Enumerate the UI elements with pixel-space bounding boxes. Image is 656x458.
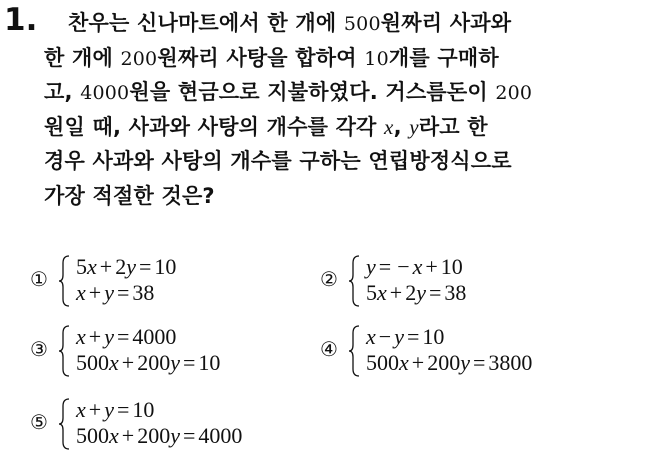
math-operator: −	[378, 324, 392, 349]
equation-2	[76, 350, 220, 376]
equation-1	[366, 254, 463, 280]
math-number: 3800	[488, 350, 533, 375]
left-brace-icon	[348, 255, 360, 307]
math-operator: +	[88, 397, 102, 422]
math-variable: y	[394, 324, 404, 349]
math-variable: x	[76, 280, 86, 305]
math-operator: =	[138, 254, 152, 279]
choice-2[interactable]	[318, 254, 598, 308]
math-operator: =	[182, 350, 196, 375]
math-number: 4000	[198, 423, 243, 448]
question-line: 원일 때, 사과와 사탕의 개수를 각각 x, y라고 한	[44, 114, 488, 139]
math-operator: +	[411, 350, 425, 375]
math-variable: x	[399, 350, 409, 375]
equation-2	[366, 350, 532, 376]
equation-2	[76, 423, 242, 449]
math-operator: =	[182, 423, 196, 448]
number-text: 200	[120, 47, 158, 70]
math-variable: x	[412, 254, 423, 279]
math-operator: +	[389, 280, 403, 305]
question-text	[44, 6, 644, 213]
question-line: 가장 적절한 것은?	[44, 183, 215, 208]
math-number: 4000	[132, 324, 177, 349]
math-variable: y	[416, 280, 426, 305]
math-variable: x	[76, 397, 86, 422]
math-variable: x	[384, 114, 394, 139]
math-number: 200	[137, 350, 171, 375]
math-number: 10	[154, 254, 177, 279]
question-line: 한 개에 200원짜리 사탕을 합하여 10개를 구매하	[44, 45, 499, 70]
math-operator: =	[116, 324, 130, 349]
choice-5[interactable]	[28, 397, 328, 451]
number-text: 4000	[80, 82, 130, 104]
math-operator: −	[397, 254, 410, 279]
question-line: 고, 4000원을 현금으로 지불하였다. 거스름돈이 200	[44, 80, 533, 104]
math-number: 38	[444, 280, 467, 305]
equation-2	[366, 280, 466, 306]
left-brace-icon	[348, 325, 360, 377]
math-number: 500	[76, 423, 109, 448]
math-number: 2	[405, 280, 417, 305]
math-variable: x	[377, 280, 387, 305]
math-variable: x	[109, 350, 119, 375]
left-brace-icon	[58, 255, 70, 307]
choice-number: ④	[320, 337, 338, 361]
choice-number: ③	[30, 337, 48, 361]
math-operator: +	[425, 254, 438, 279]
number-text: 10	[364, 47, 389, 70]
math-operator: =	[472, 350, 486, 375]
math-number: 38	[132, 280, 155, 305]
math-variable: x	[87, 254, 97, 279]
math-number: 5	[76, 254, 87, 279]
math-operator: +	[88, 324, 102, 349]
math-operator: =	[428, 280, 442, 305]
math-number: 500	[76, 350, 109, 375]
math-number: 10	[422, 324, 445, 349]
question-line: 찬우는 신나마트에서 한 개에 500원짜리 사과와	[68, 11, 512, 35]
number-text: 500	[343, 13, 381, 35]
choice-number: ①	[30, 267, 48, 291]
math-number: 10	[132, 397, 155, 422]
choice-number: ②	[320, 267, 338, 291]
math-variable: y	[170, 423, 180, 448]
math-variable: y	[460, 350, 470, 375]
math-variable: y	[104, 397, 114, 422]
choice-3[interactable]	[28, 324, 308, 378]
math-operator: =	[406, 324, 420, 349]
math-number: 10	[440, 254, 463, 279]
math-variable: x	[366, 324, 376, 349]
math-variable: y	[366, 254, 376, 279]
math-variable: y	[409, 114, 419, 139]
math-operator: +	[121, 423, 135, 448]
choice-1[interactable]	[28, 254, 298, 308]
left-brace-icon	[58, 398, 70, 450]
equation-1	[76, 324, 176, 350]
math-number: 200	[137, 423, 171, 448]
equation-1	[76, 397, 154, 423]
math-operator: =	[116, 280, 130, 305]
equation-1	[76, 254, 176, 280]
math-operator: +	[121, 350, 135, 375]
math-variable: y	[104, 280, 114, 305]
math-operator: +	[99, 254, 113, 279]
math-variable: x	[76, 324, 86, 349]
math-variable: y	[126, 254, 136, 279]
equation-2	[76, 280, 154, 306]
math-variable: y	[104, 324, 114, 349]
choice-number: ⑤	[30, 410, 48, 434]
math-number: 500	[366, 350, 399, 375]
problem-number: 1.	[4, 2, 38, 38]
math-variable: x	[109, 423, 119, 448]
question-line: 경우 사과와 사탕의 개수를 구하는 연립방정식으로	[44, 149, 512, 173]
math-variable: y	[170, 350, 180, 375]
math-number: 2	[115, 254, 127, 279]
number-text: 200	[495, 82, 533, 104]
math-operator: =	[378, 254, 392, 279]
equation-1	[366, 324, 444, 350]
math-operator: =	[116, 397, 130, 422]
math-number: 5	[366, 280, 377, 305]
math-operator: +	[88, 280, 102, 305]
left-brace-icon	[58, 325, 70, 377]
math-number: 10	[198, 350, 221, 375]
choice-4[interactable]	[318, 324, 618, 378]
math-number: 200	[427, 350, 461, 375]
